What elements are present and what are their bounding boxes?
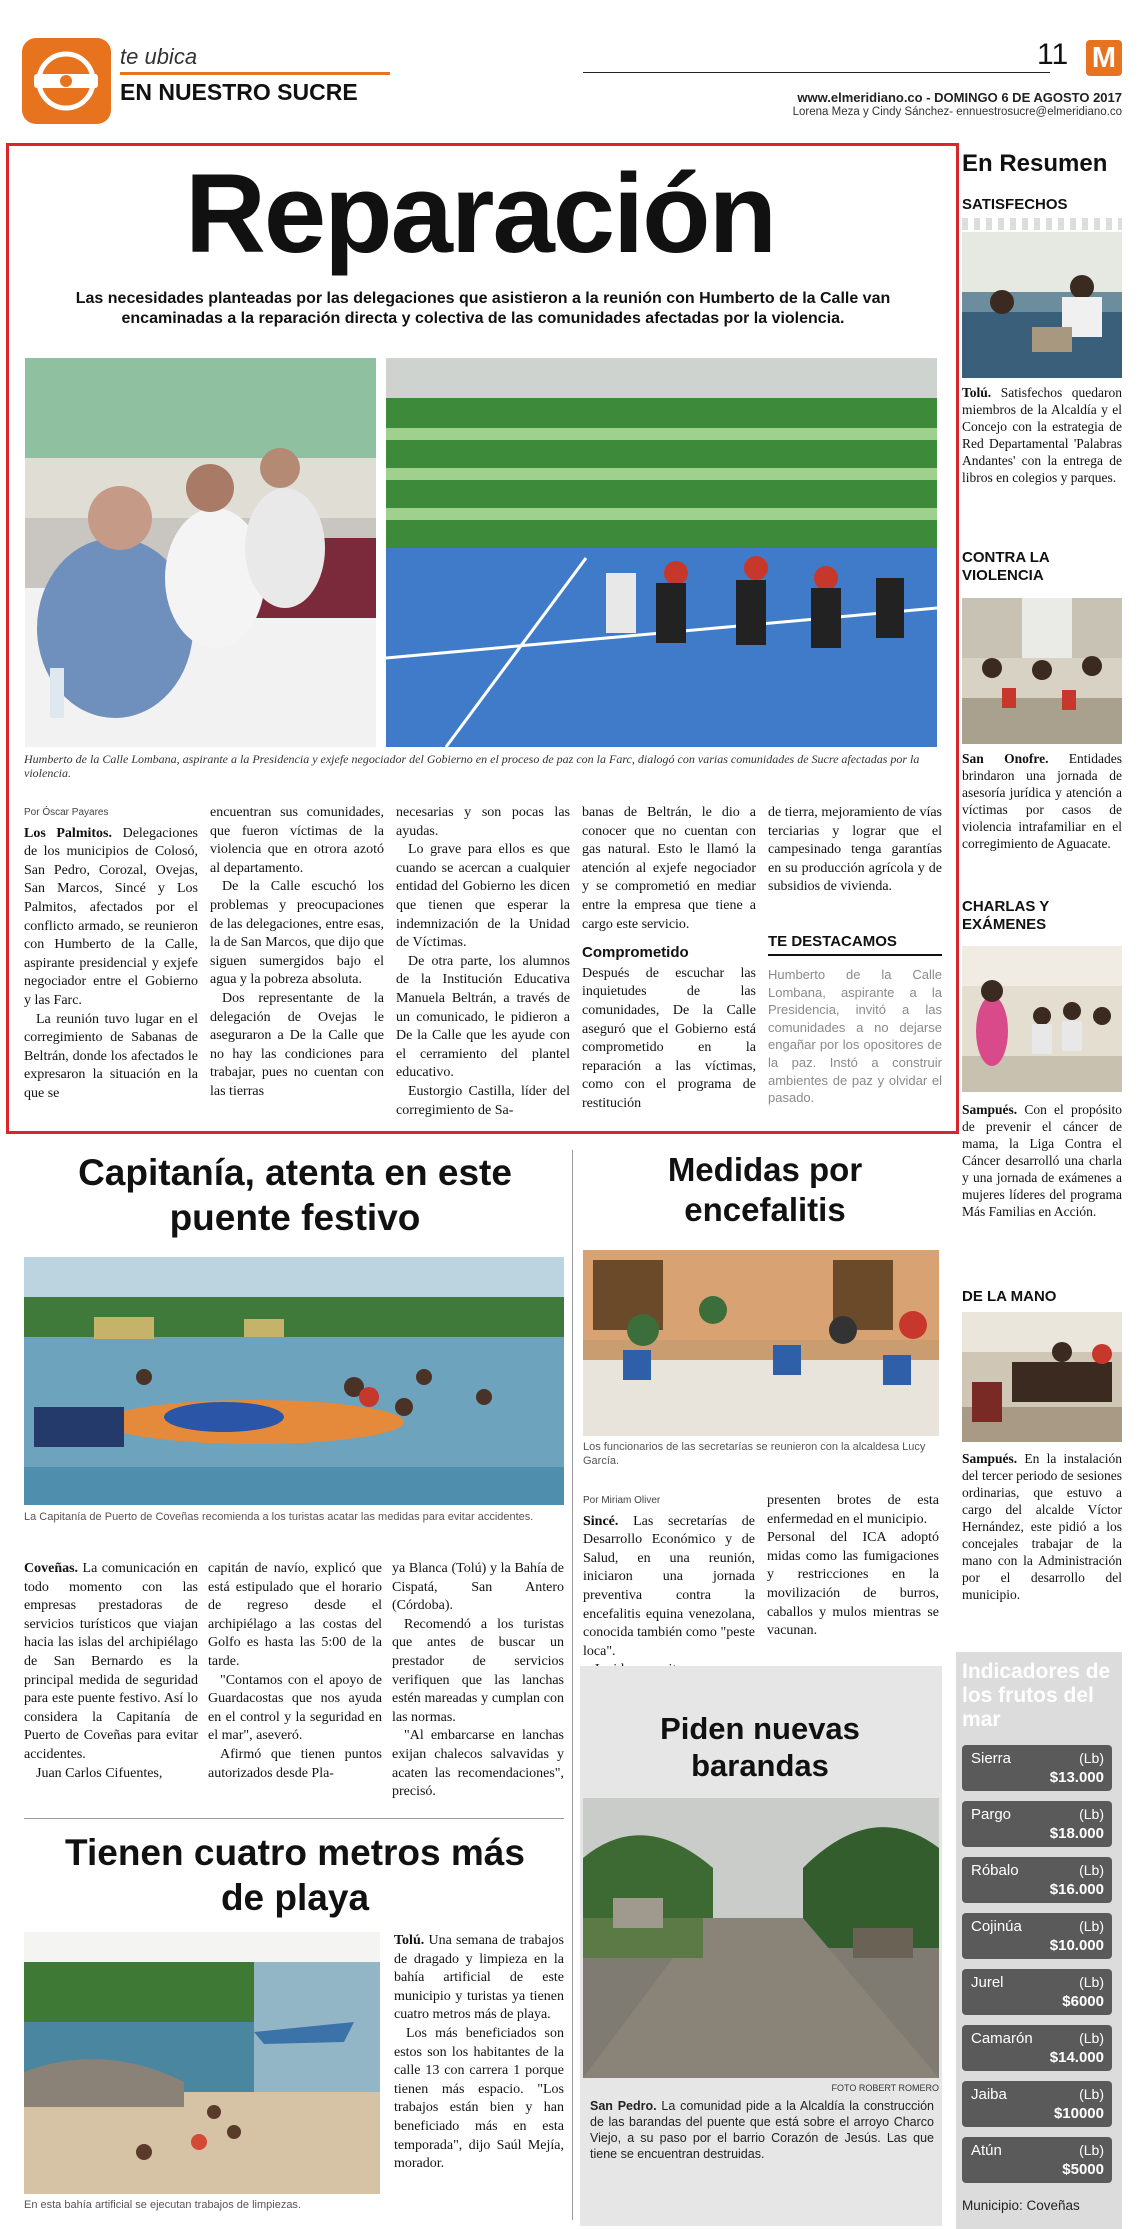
prices-footer: Municipio: Coveñas (962, 2198, 1080, 2213)
newspaper-logo: M (1086, 40, 1122, 76)
capitania-col1-text-b: Juan Carlos Cifuentes, (36, 1765, 163, 1781)
capitania-column-2 (208, 1560, 382, 1783)
main-dateline: Los Palmitos. (24, 825, 112, 841)
main-column-2 (210, 804, 384, 1102)
sidebar-dateline-3: Sampués. (962, 1102, 1018, 1117)
sidebar-text-3 (962, 1101, 1122, 1220)
sidebar-pattern-band (962, 218, 1122, 230)
prices-title: Indicadores de los frutos del mar (962, 1660, 1111, 1731)
price-unit: (Lb) (1079, 2030, 1104, 2046)
price-unit: (Lb) (1079, 1974, 1104, 1990)
playa-caption: En esta bahía artificial se ejecutan trabajos de limpiezas. (24, 2199, 301, 2211)
price-name: Atún (971, 2142, 1002, 2159)
barandas-text: La comunidad pide a la Alcaldía la construcción de las barandas del puente que está sobre el arroyo Charco Viejo, a su paso por el barrio Corazón de Jesús. Las que tiene se encuentran destruidas. (590, 2099, 934, 2161)
capitania-photo (24, 1257, 564, 1505)
main-col3-text: necesarias y son pocas las ayudas. (396, 805, 570, 839)
main-column-1 (24, 804, 198, 1104)
issue-date: DOMINGO 6 DE AGOSTO 2017 (934, 90, 1122, 105)
price-value: $18.000 (1049, 1825, 1104, 1842)
price-unit: (Lb) (1079, 1806, 1104, 1822)
capitania-col3-text-b: Recomendó a los turistas que antes de buscar un prestador de servicios verifiquen que las lanchas estén mareadas y cumplan con las normas. (392, 1616, 564, 1725)
encefalitis-byline: Por Miriam Oliver (583, 1495, 661, 1506)
main-photo-caption: Humberto de la Calle Lombana, aspirante a la Presidencia y exjefe negociador del Gobierno en el proceso de paz con la Farc, dialogó con varias comunidades de Sucre afectadas por la violencia. (24, 752, 920, 780)
capitania-col2-text-b: "Contamos con el apoyo de Guardacostas que nos ayuda en el control y la seguridad en el mar", aseveró. (208, 1672, 382, 1744)
capitania-headline: Capitanía, atenta en este puente festivo (78, 1152, 512, 1238)
barandas-text-block (590, 2098, 934, 2162)
main-byline: Por Óscar Payares (24, 807, 109, 818)
barandas-dateline: San Pedro. (590, 2099, 657, 2113)
capitania-col2-text: capitán de navío, explicó que está estipulado que el horario de regreso desde el archipiélago a las costas del Golfo es hasta las 5:00 de la tarde. (208, 1561, 382, 1669)
authors-line: Lorena Meza y Cindy Sánchez- ennuestrosucre@elmeridiano.co (792, 106, 1122, 118)
main-column-3 (396, 804, 570, 1120)
playa-photo (24, 1932, 380, 2194)
capitania-caption: La Capitanía de Puerto de Coveñas recomienda a los turistas acatar las medidas para evitar accidentes. (24, 1511, 534, 1523)
price-row-robalo (962, 1857, 1112, 1903)
playa-text: Una semana de trabajos de dragado y limpieza en la bahía artificial de este municipio y turistas ya tienen cuatro metros más de playa. (394, 1933, 564, 2023)
playa-text-b: Los más beneficiados son estos son los habitantes de la calle 13 con carrera 1 porque tienen más espacio. "Los trabajos están bien y han beneficiado más en esta temporada", dijo Saúl Mejía, morador. (394, 2025, 564, 2172)
page-number: 11 (1037, 38, 1069, 71)
encefalitis-col2-text: presenten brotes de esta enfermedad en el municipio. (767, 1493, 939, 1527)
price-name: Róbalo (971, 1862, 1019, 1879)
sidebar-text-1 (962, 384, 1122, 486)
price-value: $16.000 (1049, 1881, 1104, 1898)
encefalitis-col1-text: Las secretarías de Desarrollo Económico y de Salud, en una reunión, iniciaron una jornada preventiva contra la encefalitis equina venezolana, conocida también como "peste loca". (583, 1513, 755, 1659)
capitania-column-1 (24, 1560, 198, 1783)
barandas-photo-credit: FOTO ROBERT ROMERO (831, 2083, 939, 2093)
main-column-4 (582, 804, 756, 1114)
sidebar-heading-satisfechos: SATISFECHOS (962, 196, 1068, 213)
encefalitis-photo (583, 1250, 939, 1436)
main-col1-text: Delegaciones de los municipios de Colosó, San Pedro, Corozal, Ovejas, San Marcos, Sincé y Los Palmitos, afectados por el conflicto armado, se reunieron con Humberto de la Calle, aspirante presidencial y exjefe negociador entre el Gobierno y las Farc. (24, 825, 198, 1008)
brand-rule (120, 72, 390, 75)
price-unit: (Lb) (1079, 1750, 1104, 1766)
sidebar-body-4: En la instalación del tercer periodo de sesiones ordinarias, que estuvo a cargo del alcalde Víctor Hernández, este pidió a los concejales trabajar de la mano con la Administración por el desarrollo del municipio. (962, 1451, 1122, 1602)
main-photo-right (386, 358, 937, 747)
main-col3-text-d: Eustorgio Castilla, líder del corregimiento de Sa- (396, 1083, 570, 1118)
price-row-camaron (962, 2025, 1112, 2071)
sidebar-photo-1 (962, 232, 1122, 378)
main-headline: Reparación (185, 151, 775, 276)
main-col4-text: banas de Beltrán, le dio a conocer que no cuentan con gas natural. Esto le llamó la atención al exjefe negociador y se comprometió en mediar entre la empresa que tiene a cargo este servicio. (582, 805, 756, 932)
sidebar-title: En Resumen (962, 150, 1108, 177)
price-name: Pargo (971, 1806, 1012, 1823)
barandas-photo (583, 1798, 939, 2078)
price-row-sierra (962, 1745, 1112, 1791)
sidebar-photo-3 (962, 946, 1122, 1092)
capitania-col1-text: La comunicación en todo momento con las empresas prestadoras de servicios turísticos que viajan hacia las islas del archipiélago de San Bernardo es la principal medida de seguridad para este puente festivo. Así lo considera la Capitanía de Puerto de Coveñas para evitar accidentes. (24, 1561, 198, 1762)
site-date-line: www.elmeridiano.co - DOMINGO 6 DE AGOSTO 2017 (797, 90, 1122, 105)
main-col2-text: encuentran sus comunidades, que fueron víctimas de la violencia que en otrora azotó al departamento. (210, 805, 384, 876)
price-value: $10000 (1053, 2105, 1104, 2122)
price-value: $6000 (1062, 1993, 1104, 2010)
main-photo-left (25, 358, 376, 747)
encefalitis-headline: Medidas por encefalitis (667, 1151, 863, 1228)
main-col2-text-b: De la Calle escuchó los problemas y preocupaciones de las delegaciones, entre esas, la de San Marcos, que dijo que siguen sumergidos bajo el agua y la pobreza absoluta. (210, 879, 384, 988)
price-name: Sierra (971, 1750, 1012, 1767)
header-rule (583, 72, 1050, 73)
price-row-atun (962, 2137, 1112, 2183)
encefalitis-column-1 (583, 1492, 755, 1680)
brand-section: EN NUESTRO SUCRE (120, 79, 358, 105)
main-col1-text-b: La reunión tuvo lugar en el corregimiento de Sabanas de Beltrán, donde los afectados le expresaron la situación en la que se (24, 1011, 198, 1101)
price-value: $14.000 (1049, 2049, 1104, 2066)
main-subhead: Comprometido (582, 944, 689, 962)
price-name: Cojinúa (971, 1918, 1022, 1935)
sidebar-heading-mano: DE LA MANO (962, 1288, 1057, 1305)
price-row-cojinua (962, 1913, 1112, 1959)
capitania-col3-text-c: "Al embarcarse en lanchas exijan chalecos salvavidas y acaten las recomendaciones", precisó. (392, 1728, 564, 1800)
capitania-col2-text-c: Afirmó que tienen puntos autorizados desde Pla- (208, 1746, 382, 1781)
section-rule (24, 1818, 564, 1819)
encefalitis-column-2 (767, 1492, 939, 1641)
main-column-5 (768, 804, 942, 897)
playa-column (394, 1932, 564, 2174)
price-value: $13.000 (1049, 1769, 1104, 1786)
price-name: Camarón (971, 2030, 1033, 2047)
price-row-pargo (962, 1801, 1112, 1847)
sidebar-heading-violencia: CONTRA LA VIOLENCIA (962, 549, 1050, 584)
main-col3-text-c: De otra parte, los alumnos de la Institución Educativa Manuela Beltrán, a través de un comunicado, le pidieron a De la Calle que les ayude con el cerramiento del plantel educativo. (396, 953, 570, 1081)
sidebar-heading-charlas: CHARLAS Y EXÁMENES (962, 898, 1049, 933)
barandas-headline: Piden nuevas barandas (660, 1711, 860, 1783)
main-col5-text: de tierra, mejoramiento de vías terciarias y lograr que el campesinado tenga garantías en su producción agrícola y de subsidios de vivienda. (768, 805, 942, 895)
sidebar-photo-4 (962, 1312, 1122, 1442)
highlight-text: Humberto de la Calle Lombana, aspirante a la Presidencia, invitó a las comunidades a no dejarse engañar por los opositores de la paz. Instó a construir ambientes de paz y olvidar el pasado. (768, 967, 942, 1106)
column-divider (572, 1150, 573, 2220)
main-col2-text-c: Dos representante de la delegación de Ovejas le aseguraron a De la Calle que no hay las condiciones para trabajar, pues no cuentan con las tierras (210, 990, 384, 1099)
sidebar-text-2 (962, 750, 1122, 852)
price-unit: (Lb) (1079, 2086, 1104, 2102)
sidebar-photo-2 (962, 598, 1122, 744)
price-value: $5000 (1062, 2161, 1104, 2178)
sidebar-dateline-2: San Onofre. (962, 751, 1049, 766)
sidebar-body-1: Satisfechos quedaron miembros de la Alcaldía y el Concejo con la estrategia de Red Departamental 'Palabras Andantes' con la entrega de libros en colegios y parques. (962, 385, 1122, 485)
brand-tagline: te ubica (120, 44, 198, 69)
playa-headline: Tienen cuatro metros más de playa (65, 1832, 525, 1918)
main-col4-text-b: Después de escuchar las inquietudes de las comunidades, De la Calle aseguró que el Gobierno está comprometido en la reparación a las víctimas, como con el programa de restitución (582, 965, 756, 1111)
sidebar-dateline-4: Sampués. (962, 1451, 1018, 1466)
encefalitis-caption: Los funcionarios de las secretarías se reunieron con la alcaldesa Lucy García. (583, 1441, 926, 1467)
price-name: Jaiba (971, 2086, 1007, 2103)
sidebar-body-2: Entidades brindaron una jornada de asesoría jurídica y atención a víctimas por casos de violencia intrafamiliar en el corregimiento de Aguacate. (962, 751, 1123, 851)
capitania-col3-text: ya Blanca (Tolú) y la Bahía de Cispatá, San Antero (Córdoba). (392, 1561, 564, 1614)
encefalitis-dateline: Sincé. (583, 1513, 619, 1529)
price-row-jaiba (962, 2081, 1112, 2127)
playa-dateline: Tolú. (394, 1933, 425, 1948)
sidebar-text-4 (962, 1450, 1122, 1603)
highlight-title: TE DESTACAMOS (768, 933, 942, 956)
site-url[interactable]: www.elmeridiano.co (797, 90, 923, 105)
price-unit: (Lb) (1079, 1862, 1104, 1878)
encefalitis-col2-text-b: Personal del ICA adoptó midas como las fumigaciones y restricciones en la movilización de burros, caballos y mulos mientras se vacunan. (767, 1530, 939, 1639)
price-unit: (Lb) (1079, 1918, 1104, 1934)
sidebar-dateline-1: Tolú. (962, 385, 992, 400)
masthead-icon (22, 38, 111, 124)
main-col3-text-b: Lo grave para ellos es que cuando se acercan a cualquier entidad del Gobierno les dicen que tienen que esperar la indemnización de la Unidad de Víctimas. (396, 842, 570, 951)
capitania-column-3 (392, 1560, 564, 1802)
capitania-dateline: Coveñas. (24, 1561, 79, 1576)
price-value: $10.000 (1049, 1937, 1104, 1954)
price-row-jurel (962, 1969, 1112, 2015)
sidebar-body-3: Con el propósito de prevenir el cáncer de mama, la Liga Contra el Cáncer desarrolló una charla y una jornada de exámenes a mujeres líderes del programa Más Familias en Acción. (962, 1102, 1122, 1219)
main-dek: Las necesidades planteadas por las delegaciones que asistieron a la reunión con Humberto de la Calle van encaminadas a la reparación directa y colectiva de las comunidades afectadas por la violencia. (75, 290, 891, 327)
price-name: Jurel (971, 1974, 1004, 1991)
price-unit: (Lb) (1079, 2142, 1104, 2158)
